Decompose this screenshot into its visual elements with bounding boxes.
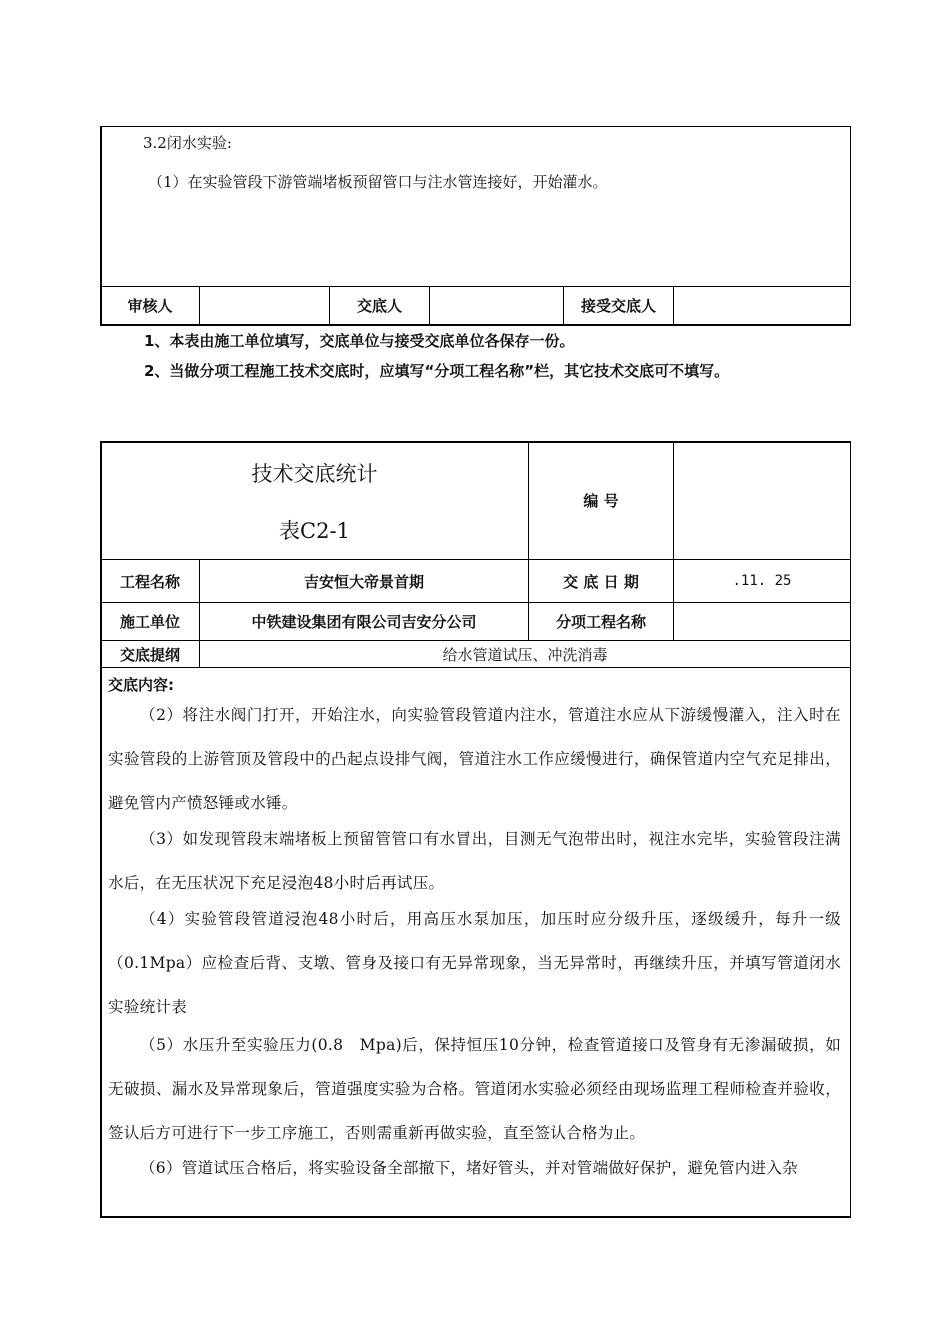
discloser-value xyxy=(430,287,563,324)
receiver-label: 接受交底人 xyxy=(580,297,656,315)
contractor-value: 中铁建设集团有限公司吉安分公司 xyxy=(251,613,477,631)
outline-value: 给水管道试压、冲洗消毒 xyxy=(442,645,608,664)
subitem-label: 分项工程名称 xyxy=(555,613,646,631)
note-1: 1、本表由施工单位填写，交底单位与接受交底单位各保存一份。 xyxy=(144,332,575,350)
reviewer-value xyxy=(200,287,329,324)
form-number: 表C2-1 xyxy=(279,519,350,543)
paragraph-3: （3）如发现管段末端堵板上预留管管口有水冒出，目测无气泡带出时，视注水完毕，实验管段注满水后，在无压状况下充足浸泡48小时后再试压。 xyxy=(108,830,841,892)
date-value: .11. 25 xyxy=(732,573,792,589)
project-name-label: 工程名称 xyxy=(119,572,180,591)
discloser-label: 交底人 xyxy=(356,297,402,315)
receiver-value xyxy=(674,287,850,324)
outline-label: 交底提纲 xyxy=(119,645,180,664)
paragraph-6: （6）管道试压合格后，将实验设备全部撤下，堵好管头，并对管端做好保护，避免管内进入杂 xyxy=(140,1159,798,1177)
contractor-label: 施工单位 xyxy=(119,613,180,631)
number-label: 编 号 xyxy=(583,492,619,510)
section-heading: 3.2闭水实验: xyxy=(143,134,232,152)
note-2: 2、当做分项工程施工技术交底时，应填写“分项工程名称”栏，其它技术交底可不填写。 xyxy=(144,362,730,380)
form-title: 技术交底统计 xyxy=(251,462,378,486)
step-1-text: （1）在实验管段下游管端堵板预留管口与注水管连接好，开始灌水。 xyxy=(148,173,608,191)
date-label: 交 底 日 期 xyxy=(563,572,639,591)
content-label: 交底内容: xyxy=(108,676,174,694)
number-value xyxy=(674,442,850,559)
paragraph-4: （4）实验管段管道浸泡48小时后，用高压水泵加压，加压时应分级升压，逐级缓升，每升一级（0.1Mpa）应检查后背、支墩、管身及接口有无异常现象，当无异常时，再继续升压，并填写管道闭水实验统计表 xyxy=(108,910,841,1016)
subitem-value xyxy=(674,603,850,640)
reviewer-label: 审核人 xyxy=(127,297,173,315)
paragraph-2: （2）将注水阀门打开，开始注水，向实验管段管道内注水，管道注水应从下游缓慢灌入，注入时在实验管段的上游管顶及管段中的凸起点设排气阀，管道注水工作应缓慢进行，确保管道内空气充足排出，避免管内产愤怒锤或水锤。 xyxy=(108,706,841,812)
project-name-value: 吉安恒大帝景首期 xyxy=(303,572,424,591)
paragraph-5: （5）水压升至实验压力(0.8 Mpa)后，保持恒压10分钟，检查管道接口及管身有无渗漏破损，如无破损、漏水及异常现象后，管道强度实验为合格。管道闭水实验必须经由现场监理工程师检查并验收，签认后方可进行下一步工序施工，否则需重新再做实验，直至签认合格为止。 xyxy=(108,1036,841,1142)
